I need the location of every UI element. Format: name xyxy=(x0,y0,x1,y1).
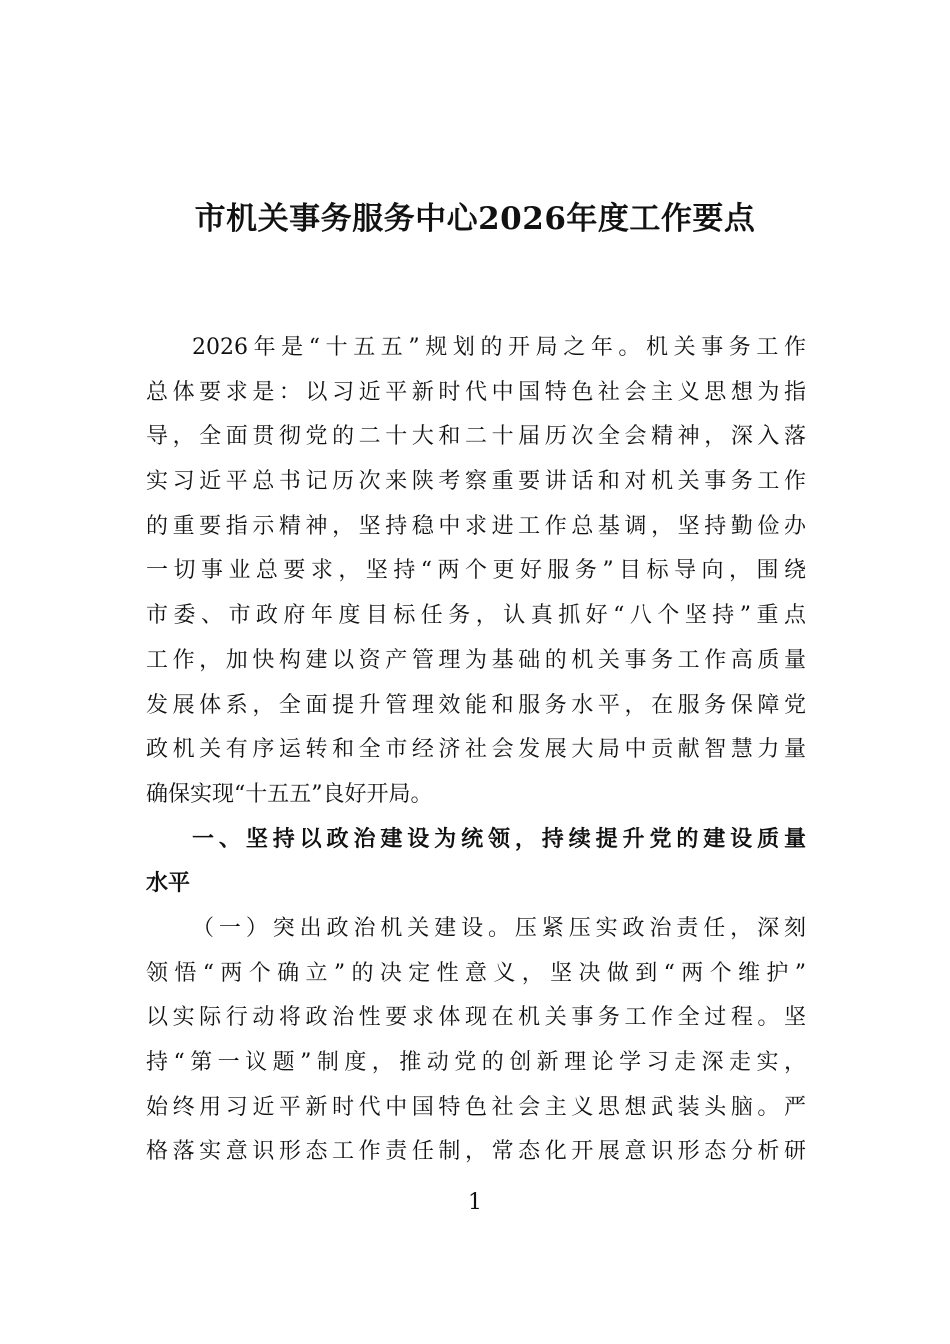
document-body xyxy=(146,326,806,1175)
text-line: 始终用习近平新时代中国特色社会主义思想武装头脑。严 xyxy=(146,1094,806,1120)
text-line: 以实际行动将政治性要求体现在机关事务工作全过程。坚 xyxy=(146,1005,806,1031)
text-line: 一切事业总要求，坚持“两个更好服务”目标导向，围绕 xyxy=(146,558,806,584)
text-line: 持“第一议题”制度，推动党的创新理论学习走深走实， xyxy=(146,1050,806,1075)
text-line: 总体要求是：以习近平新时代中国特色社会主义思想为指 xyxy=(146,379,806,405)
text-line: 实习近平总书记历次来陕考察重要讲话和对机关事务工作 xyxy=(146,469,806,495)
text-line: 政机关有序运转和全市经济社会发展大局中贡献智慧力量 xyxy=(146,737,806,763)
text-line: 市委、市政府年度目标任务，认真抓好“八个坚持”重点 xyxy=(146,603,806,629)
heading-line: 一、坚持以政治建设为统领，持续提升党的建设质量 xyxy=(192,826,806,852)
text-line: 的重要指示精神，坚持稳中求进工作总基调，坚持勤俭办 xyxy=(146,513,806,539)
heading-line: 水平 xyxy=(146,871,191,897)
section-heading xyxy=(146,818,806,907)
text-line: 工作，加快构建以资产管理为基础的机关事务工作高质量 xyxy=(146,647,806,673)
section-paragraph xyxy=(146,907,806,1175)
text-line: （一）突出政治机关建设。压紧压实政治责任，深刻 xyxy=(192,915,806,941)
page-number: 1 xyxy=(468,1190,482,1215)
text-line: 确保实现“十五五”良好开局。 xyxy=(146,781,433,807)
intro-paragraph xyxy=(146,326,806,818)
text-line: 发展体系，全面提升管理效能和服务水平，在服务保障党 xyxy=(146,692,806,718)
text-line: 2026年是“十五五”规划的开局之年。机关事务工作 xyxy=(192,335,806,360)
document-title: 市机关事务服务中心2026年度工作要点 xyxy=(194,201,756,237)
text-line: 格落实意识形态工作责任制，常态化开展意识形态分析研 xyxy=(146,1139,806,1165)
text-line: 领悟“两个确立”的决定性意义，坚决做到“两个维护” xyxy=(146,960,806,986)
text-line: 导，全面贯彻党的二十大和二十届历次全会精神，深入落 xyxy=(146,424,806,450)
